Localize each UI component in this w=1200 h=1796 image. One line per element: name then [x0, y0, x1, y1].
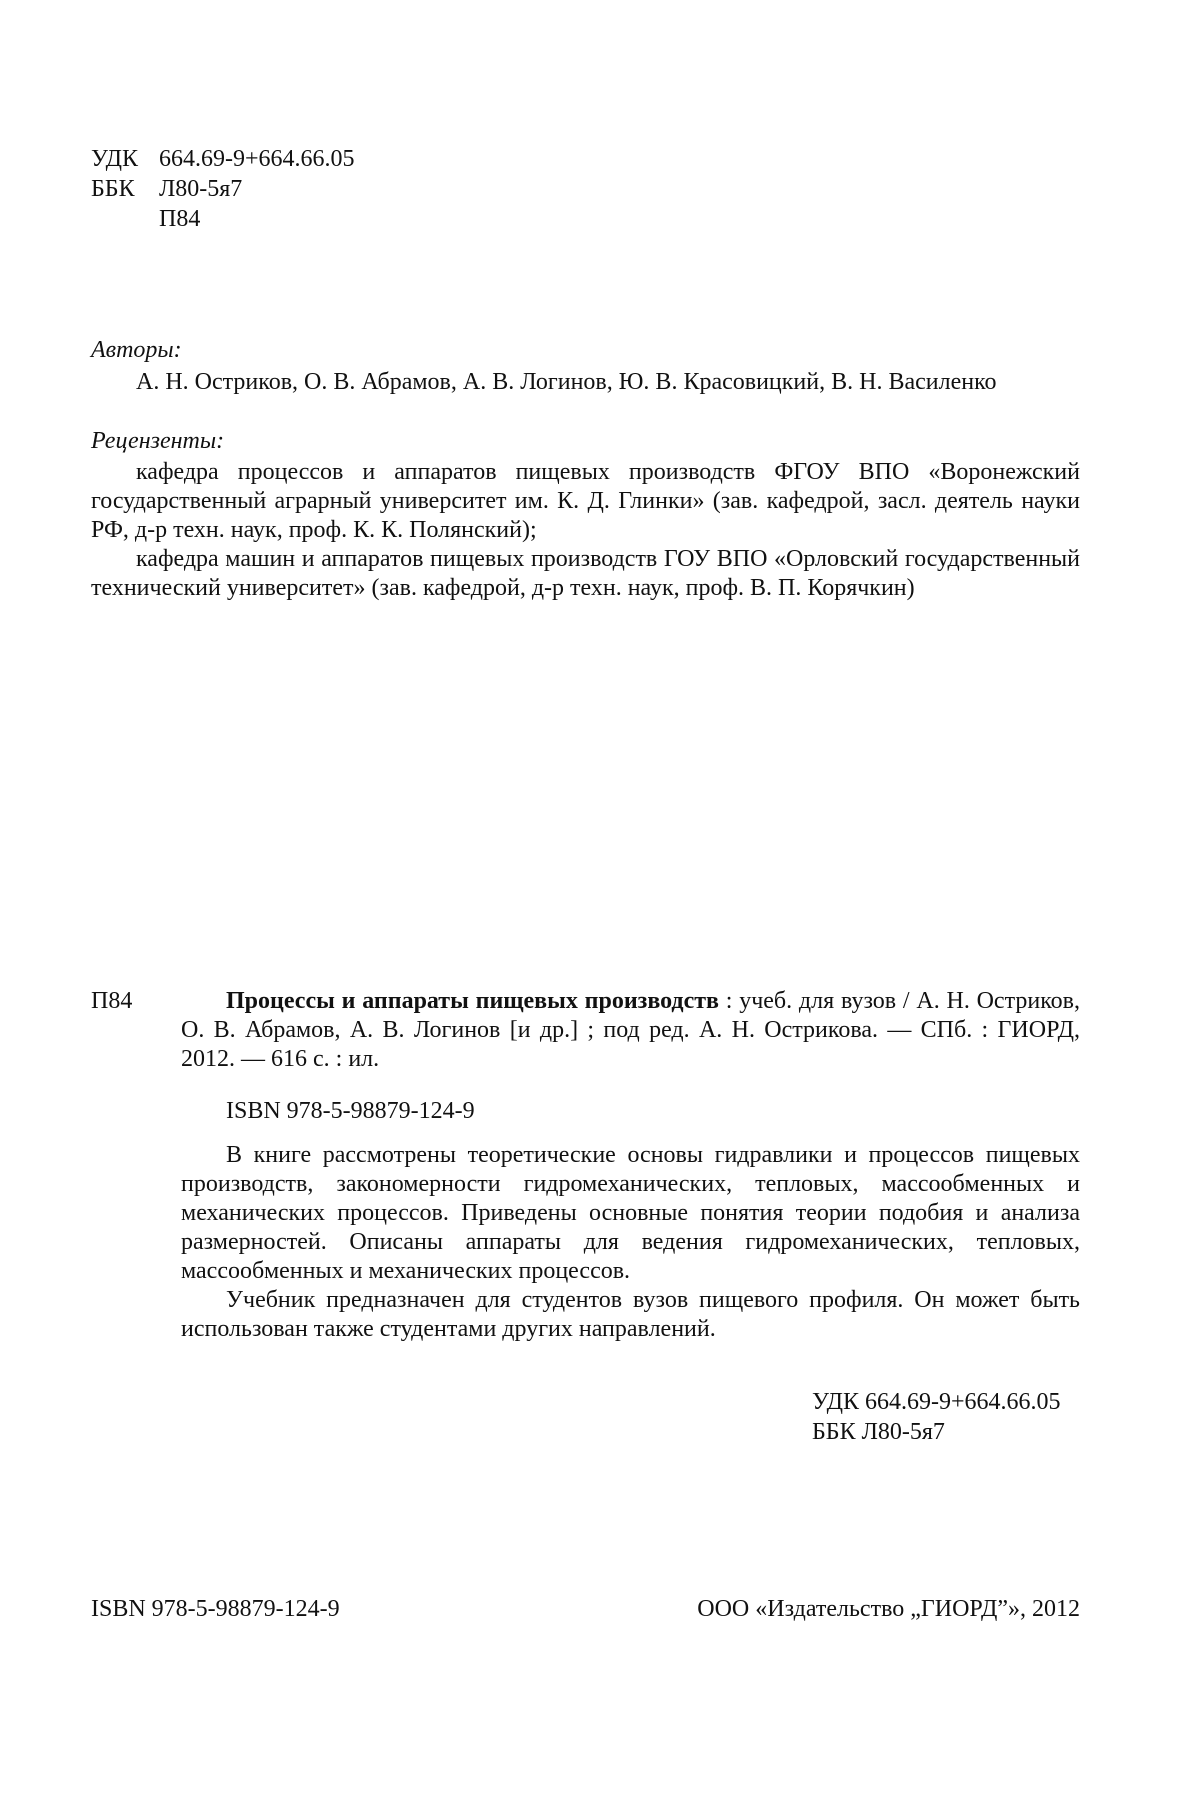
authors-label: Авторы:	[91, 337, 182, 363]
bibliography-citation	[181, 987, 1080, 1074]
annotation	[181, 1141, 1080, 1344]
classification-block	[91, 145, 355, 235]
author-code: П84	[159, 206, 201, 232]
footer-isbn: ISBN 978-5-98879-124-9	[91, 1596, 340, 1622]
reviewer-item: кафедра машин и аппаратов пищевых производств ГОУ ВПО «Орловский государственный технический университет» (зав. кафедрой, д-р техн. наук, проф. В. П. Корячкин)	[91, 546, 1080, 601]
udk-value: 664.69-9+664.66.05	[159, 146, 355, 172]
bibliography-entry	[181, 987, 1080, 1074]
annotation-paragraph: В книге рассмотрены теоретические основы гидравлики и процессов пищевых производств, закономерности гидромеханических, тепловых, массообменных и механических процессов. Приведены основные понятия теории подобия и анализа размерностей. Описаны аппараты для ведения гидромеханических, тепловых, массообменных и механических процессов.	[181, 1142, 1080, 1284]
footer-publisher: ООО «Издательство „ГИОРД”», 2012	[697, 1596, 1080, 1622]
authors-names: А. Н. Остриков, О. В. Абрамов, А. В. Логинов, Ю. В. Красовицкий, В. Н. Василенко	[136, 369, 997, 395]
bbk-key: ББК	[91, 176, 135, 202]
udk-line: УДК 664.69-9+664.66.05	[812, 1389, 1061, 1415]
book-title: Процессы и аппараты пищевых производств	[226, 988, 719, 1014]
reviewer-item: кафедра процессов и аппаратов пищевых производств ФГОУ ВПО «Воронежский государственный аграрный университет им. К. Д. Глинки» (зав. кафедрой, засл. деятель науки РФ, д-р техн. наук, проф. К. К. Полянский);	[91, 459, 1080, 543]
reviewers-list	[91, 458, 1080, 603]
bibliography-details: : учеб. для вузов / А. Н. Остриков, О. В. Абрамов, А. В. Логинов [и др.] ; под ред. А. Н. Острикова. — СПб. : ГИОРД, 2012. — 616 с. : ил.	[181, 988, 1080, 1072]
bbk-line: ББК Л80-5я7	[812, 1419, 945, 1445]
udk-key: УДК	[91, 146, 138, 172]
classification-codes-repeat	[812, 1388, 1060, 1448]
reviewers-label: Рецензенты:	[91, 428, 225, 454]
bibliography-code: П84	[91, 988, 133, 1014]
annotation-paragraph: Учебник предназначен для студентов вузов пищевого профиля. Он может быть использован также студентами других направлений.	[181, 1287, 1080, 1342]
bbk-value: Л80-5я7	[159, 176, 243, 202]
bibliography-isbn: ISBN 978-5-98879-124-9	[226, 1098, 475, 1124]
udk-row	[91, 145, 355, 175]
bbk-row	[91, 175, 355, 205]
